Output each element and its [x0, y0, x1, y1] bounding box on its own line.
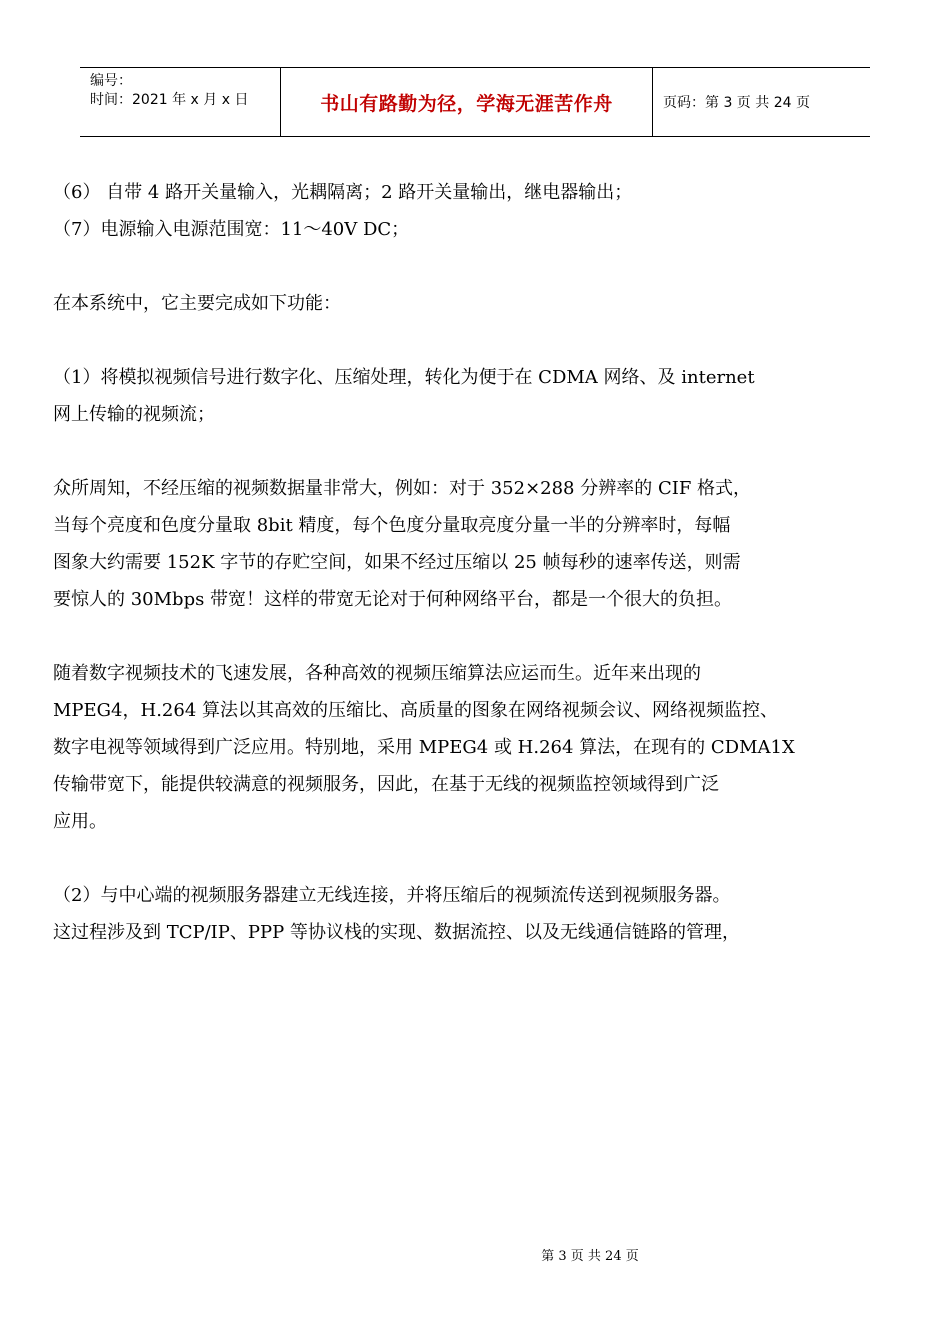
header-info-cell — [80, 68, 281, 136]
document-time-label: 时间：2021 年 x 月 x 日 — [90, 92, 249, 108]
page-footer — [0, 1245, 950, 1264]
body-text-line: MPEG4，H.264 算法以其高效的压缩比、高质量的图象在网络视频会议、网络视频监控、 — [53, 700, 779, 721]
body-text-line: 要惊人的 30Mbps 带宽！这样的带宽无论对于何种网络平台，都是一个很大的负担。 — [53, 589, 733, 610]
paragraph-gap — [53, 618, 898, 655]
body-text-line: 网上传输的视频流； — [53, 404, 215, 425]
document-body — [53, 174, 898, 951]
paragraph-gap — [53, 840, 898, 877]
body-text-line: 图象大约需要 152K 字节的存贮空间，如果不经过压缩以 25 帧每秒的速率传送，则需 — [53, 552, 741, 573]
body-text-line: 数字电视等领域得到广泛应用。特别地，采用 MPEG4 或 H.264 算法，在现有的 CDMA1X — [53, 737, 795, 758]
header-motto-cell — [281, 68, 653, 136]
header-motto: 书山有路勤为径，学海无涯苦作舟 — [320, 92, 613, 115]
body-text-line: 在本系统中，它主要完成如下功能： — [53, 293, 341, 314]
body-text-line: 传输带宽下，能提供较满意的视频服务，因此，在基于无线的视频监控领域得到广泛 — [53, 774, 719, 795]
body-text-line: 应用。 — [53, 811, 107, 832]
body-text-line: （6） 自带 4 路开关量输入，光耦隔离；2 路开关量输出，继电器输出； — [53, 182, 633, 203]
body-text-line: （2）与中心端的视频服务器建立无线连接，并将压缩后的视频流传送到视频服务器。 — [53, 885, 731, 906]
document-number-label: 编号： — [90, 73, 132, 89]
paragraph-gap — [53, 322, 898, 359]
body-text-line: （1）将模拟视频信号进行数字化、压缩处理，转化为便于在 CDMA 网络、及 internet — [53, 367, 755, 388]
footer-page-number: 第 3 页 共 24 页 — [541, 1249, 639, 1264]
header-page-cell — [653, 68, 870, 136]
body-text-line: （7）电源输入电源范围宽：11～40V DC； — [53, 219, 410, 240]
body-text-line: 众所周知，不经压缩的视频数据量非常大，例如：对于 352×288 分辨率的 CIF 格式， — [53, 478, 752, 499]
body-text-line: 当每个亮度和色度分量取 8bit 精度，每个色度分量取亮度分量一半的分辨率时，每幅 — [53, 515, 731, 536]
paragraph-gap — [53, 433, 898, 470]
header-page-label: 页码：第 3 页 共 24 页 — [663, 95, 810, 111]
paragraph-gap — [53, 248, 898, 285]
body-text-line: 这过程涉及到 TCP/IP、PPP 等协议栈的实现、数据流控、以及无线通信链路的管理， — [53, 922, 740, 943]
page-header — [80, 67, 870, 137]
body-text-line: 随着数字视频技术的飞速发展，各种高效的视频压缩算法应运而生。近年来出现的 — [53, 663, 701, 684]
